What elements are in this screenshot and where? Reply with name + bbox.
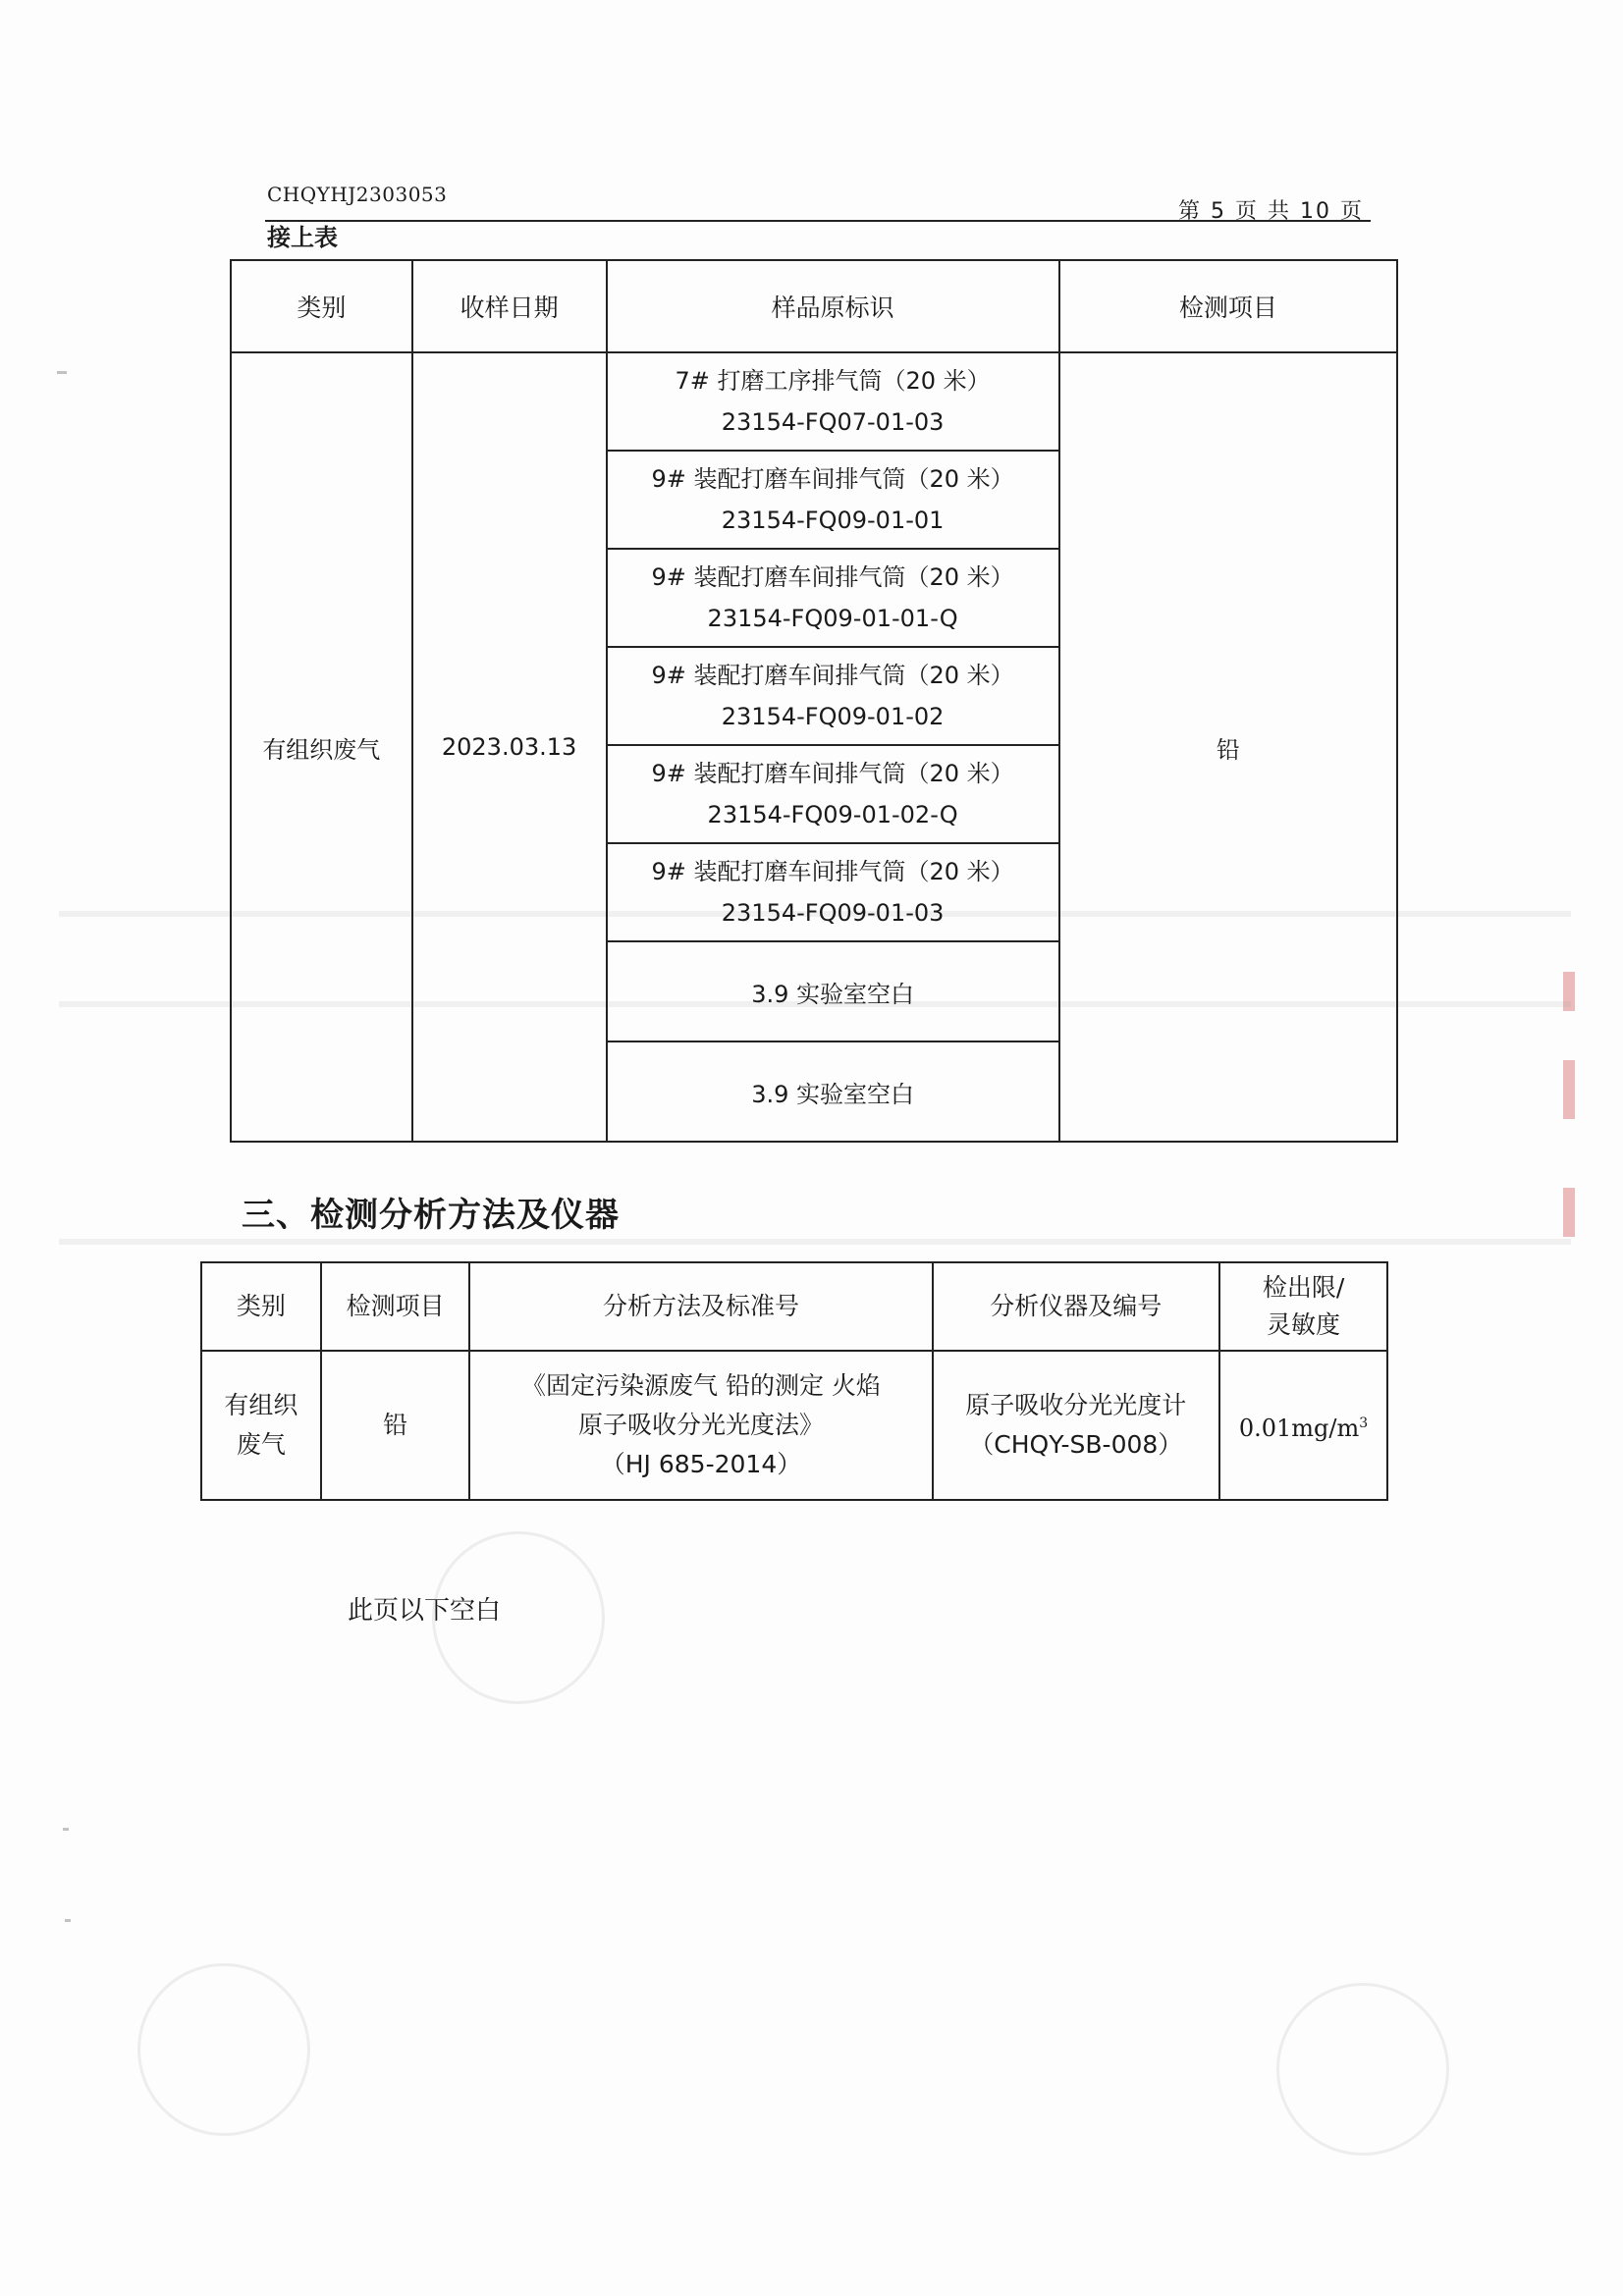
- header-limit-line1: 检出限/: [1262, 1273, 1345, 1302]
- cell-test-item: 铅: [321, 1351, 470, 1500]
- instrument-name: 原子吸收分光光度计: [965, 1391, 1187, 1419]
- instrument-code: （CHQY-SB-008）: [969, 1430, 1183, 1459]
- scan-speck: [57, 371, 67, 374]
- table-row: [201, 1351, 1387, 1500]
- header-test-item: 检测项目: [321, 1262, 470, 1351]
- section-title: 三、检测分析方法及仪器: [242, 1196, 620, 1235]
- sample-location: 9# 装配打磨车间排气筒（20 米）: [651, 858, 1014, 885]
- sample-code: 23154-FQ09-01-01-Q: [707, 605, 958, 632]
- scan-speck: [63, 1828, 69, 1831]
- cell-sample: [607, 352, 1059, 451]
- sample-location: 9# 装配打磨车间排气筒（20 米）: [651, 465, 1014, 493]
- cell-test-item: 铅: [1059, 352, 1397, 1142]
- scan-speck: [65, 1919, 71, 1922]
- continued-label: 接上表: [267, 224, 338, 251]
- header-category: 类别: [201, 1262, 321, 1351]
- watermark-stamp: [137, 1963, 310, 2136]
- header-sample-id: 样品原标识: [607, 260, 1059, 352]
- sample-location: 9# 装配打磨车间排气筒（20 米）: [651, 760, 1014, 787]
- header-divider: [265, 220, 1371, 222]
- cell-sample: [607, 843, 1059, 941]
- table-header-row: [201, 1262, 1387, 1351]
- category-line: 废气: [236, 1430, 286, 1459]
- limit-value: 0.01mg/m: [1238, 1414, 1360, 1442]
- document-code: CHQYHJ2303053: [267, 183, 448, 206]
- sample-location: 7# 打磨工序排气筒（20 米）: [675, 367, 991, 395]
- scan-band: [59, 1239, 1571, 1245]
- cell-sample: [607, 549, 1059, 647]
- limit-exponent: 3: [1359, 1415, 1369, 1431]
- sample-location: 3.9 实验室空白: [751, 980, 914, 1008]
- cell-method: [469, 1351, 932, 1500]
- stamp-edge: [1563, 1188, 1575, 1237]
- sample-code: 23154-FQ09-01-01: [721, 507, 945, 534]
- category-line: 有组织: [224, 1391, 298, 1419]
- cell-category: 有组织废气: [231, 352, 412, 1142]
- cell-sample: [607, 941, 1059, 1041]
- sample-code: 23154-FQ09-01-02: [721, 703, 945, 730]
- method-table: [200, 1261, 1388, 1501]
- table-row: [231, 352, 1397, 451]
- sample-location: 3.9 实验室空白: [751, 1080, 914, 1108]
- method-standard: （HJ 685-2014）: [600, 1450, 802, 1478]
- header-limit-line2: 灵敏度: [1267, 1310, 1341, 1339]
- cell-category: [201, 1351, 321, 1500]
- sample-code: 23154-FQ09-01-02-Q: [707, 801, 958, 828]
- blank-below-note: 此页以下空白: [348, 1596, 502, 1626]
- header-detection-limit: [1219, 1262, 1387, 1351]
- header-method: 分析方法及标准号: [469, 1262, 932, 1351]
- cell-detection-limit: [1219, 1351, 1387, 1500]
- stamp-edge: [1563, 1060, 1575, 1119]
- sample-location: 9# 装配打磨车间排气筒（20 米）: [651, 662, 1014, 689]
- cell-instrument: [933, 1351, 1220, 1500]
- header-category: 类别: [231, 260, 412, 352]
- table-header-row: [231, 260, 1397, 352]
- page-number: 第 5 页 共 10 页: [1178, 199, 1364, 224]
- sample-location: 9# 装配打磨车间排气筒（20 米）: [651, 563, 1014, 591]
- method-line: 原子吸收分光光度法》: [577, 1411, 824, 1439]
- header-instrument: 分析仪器及编号: [933, 1262, 1220, 1351]
- cell-sample: [607, 647, 1059, 745]
- header-receipt-date: 收样日期: [412, 260, 607, 352]
- cell-sample: [607, 1041, 1059, 1142]
- sample-table: [230, 259, 1398, 1143]
- cell-sample: [607, 451, 1059, 549]
- sample-code: 23154-FQ09-01-03: [721, 899, 945, 927]
- watermark-stamp: [1276, 1983, 1449, 2156]
- cell-date: 2023.03.13: [412, 352, 607, 1142]
- sample-code: 23154-FQ07-01-03: [721, 408, 945, 436]
- cell-sample: [607, 745, 1059, 843]
- method-line: 《固定污染源废气 铅的测定 火焰: [521, 1371, 881, 1400]
- header-test-item: 检测项目: [1059, 260, 1397, 352]
